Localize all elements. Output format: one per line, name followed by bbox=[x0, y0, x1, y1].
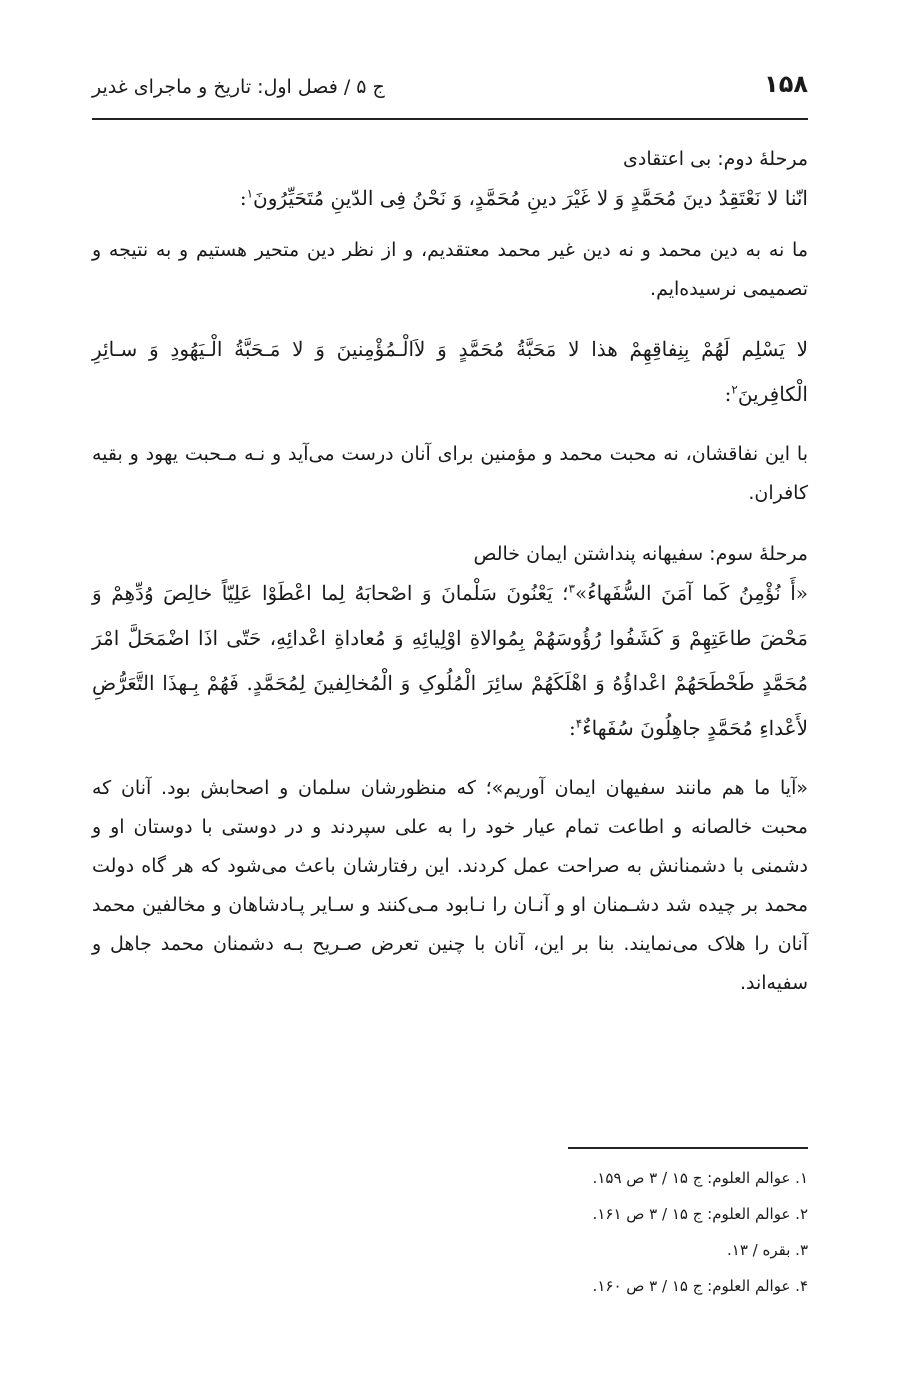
running-title: ج ۵ / فصل اول: تاریخ و ماجرای غدیر bbox=[92, 76, 385, 98]
quote1-translation: ما نه به دین محمد و نه دین غیر محمد معتقدیم، و از نظر دین متحیر هستیم و به نتیجه و تصمیمی نرسیده‌ایم. bbox=[92, 239, 808, 300]
footnote-ref-3[interactable]: ۳ bbox=[568, 581, 575, 596]
quote3-translation: «آیا ما هم مانند سفیهان ایمان آوریم»؛ که منظورشان سلمان و اصحابش بود. آنان که محبت خالصانه و اطاعت تمام عیار خود را به علی سپردند و در دوستی با دوستان او و دشمنی با دشمنانش به صراحت عمل کردند. این رفتارشان باعث می‌شود که هر گاه دولت محمد بر چیده شد دشـمنان او و آنـان را نـابود مـی‌کنند و سـایر پـادشاهان و مخالفین محمد آنان را هلاک می‌نمایند. بنا بر این، آنان با چنین تعرض صـریح بـه دشمنان محمد جاهل و سفیه‌اند. bbox=[92, 777, 808, 994]
quote1-arabic: انّنا لا نَعْتَقِدُ دینَ مُحَمَّدٍ وَ لا غَیْرَ دینِ مُحَمَّدٍ، وَ نَحْنُ فِی الدّینِ مُتَحَیِّرُونَ$^۱$: bbox=[239, 186, 808, 210]
footnote-ref-4[interactable]: ۴ bbox=[575, 716, 583, 731]
footnote-divider bbox=[568, 1147, 808, 1149]
quote2-translation: با این نفاقشان، نه محبت محمد و مؤمنین برای آنان درست می‌آید و نـه مـحبت یهود و بقیه کافران. bbox=[92, 443, 808, 504]
page-header bbox=[92, 66, 808, 120]
stage3-heading: مرحلهٔ سوم: سفیهانه پنداشتن ایمان خالص bbox=[473, 543, 808, 565]
footnotes bbox=[408, 1160, 808, 1304]
stage2-heading: مرحلهٔ دوم: بی اعتقادی bbox=[622, 148, 808, 170]
quote3-text-b: ؛ یَعْنُونَ سَلْمانَ وَ اصْحابَهُ لِما اعْطَوْا عَلِیّاً خالِصَ وُدِّهِمْ وَ مَحْضَ طاعَتِهِمْ وَ کَشَفُوا رُؤُوسَهُمْ بِمُوالاةِ اوْلِیائِهِ وَ مُعاداةِ اعْدائِهِ، حَتّی اذَا اضْمَحَلَّ امْرَ مُحَمَّدٍ طَحْطَحَهُمْ اعْداؤُهُ وَ اهْلَکَهُمْ سائِرَ الْمُلُوکِ وَ الْمُخالِفینَ لِمُحَمَّدٍ. فَهُمْ بِـهذَا التَّعَرُّضِ لأَعْداءِ مُحَمَّدٍ جاهِلُونَ سُفَهاءٌ bbox=[92, 581, 808, 740]
quote1-text: انّنا لا نَعْتَقِدُ دینَ مُحَمَّدٍ وَ لا غَیْرَ دینِ مُحَمَّدٍ، وَ نَحْنُ فِی الدّینِ مُتَحَیِّرُونَ bbox=[253, 186, 808, 210]
footnote-2: ۲. عوالم العلوم: ج ۱۵ / ۳ ص ۱۶۱. bbox=[592, 1205, 808, 1223]
footnote-ref-1[interactable]: ۱ bbox=[246, 186, 254, 201]
footnote-3: ۳. بقره / ۱۳. bbox=[727, 1241, 808, 1259]
footnote-1: ۱. عوالم العلوم: ج ۱۵ / ۳ ص ۱۵۹. bbox=[592, 1169, 808, 1187]
main-text bbox=[92, 142, 808, 1003]
footnote-ref-2[interactable]: ۲ bbox=[731, 382, 738, 397]
quote3-text-a: «أَ نُؤْمِنُ کَما آمَنَ السُّفَهاءُ» bbox=[575, 581, 809, 605]
quote3-arabic: «أَ نُؤْمِنُ کَما آمَنَ السُّفَهاءُ»$^۳$؛ یَعْنُونَ سَلْمانَ وَ اصْحابَهُ لِما اعْطَوْا عَلِیّاً خالِصَ وُدِّهِمْ وَ مَحْضَ طاعَتِهِمْ وَ کَشَفُوا رُؤُوسَهُمْ بِمُوالاةِ اوْلِیائِهِ وَ مُعاداةِ اعْدائِهِ، حَتّی اذَا اضْمَحَلَّ امْرَ مُحَمَّدٍ طَحْطَحَهُمْ اعْداؤُهُ وَ اهْلَکَهُمْ سائِرَ الْمُلُوکِ وَ الْمُخالِفینَ لِمُحَمَّدٍ. فَهُمْ بِـهذَا التَّعَرُّضِ لأَعْداءِ مُحَمَّدٍ جاهِلُونَ سُفَهاءٌ$^۴$: bbox=[92, 581, 809, 740]
quote2-text: لا یَسْلِم لَهُمْ بِنِفاقِهِمْ هذا لا مَحَبَّةُ مُحَمَّدٍ وَ لاَالْـمُؤْمِنینَ وَ لا مَـحَبَّةُ الْـیَهُودِ وَ سـائِرِ الْکافِرینَ bbox=[92, 337, 808, 406]
quote2-arabic: لا یَسْلِم لَهُمْ بِنِفاقِهِمْ هذا لا مَحَبَّةُ مُحَمَّدٍ وَ لاَالْـمُؤْمِنینَ وَ لا مَـحَبَّةُ الْـیَهُودِ وَ سـائِرِ الْکافِرینَ$^۲$: bbox=[92, 337, 808, 406]
footnote-4: ۴. عوالم العلوم: ج ۱۵ / ۳ ص ۱۶۰. bbox=[592, 1277, 808, 1295]
page-number: ۱۵۸ bbox=[764, 70, 808, 98]
